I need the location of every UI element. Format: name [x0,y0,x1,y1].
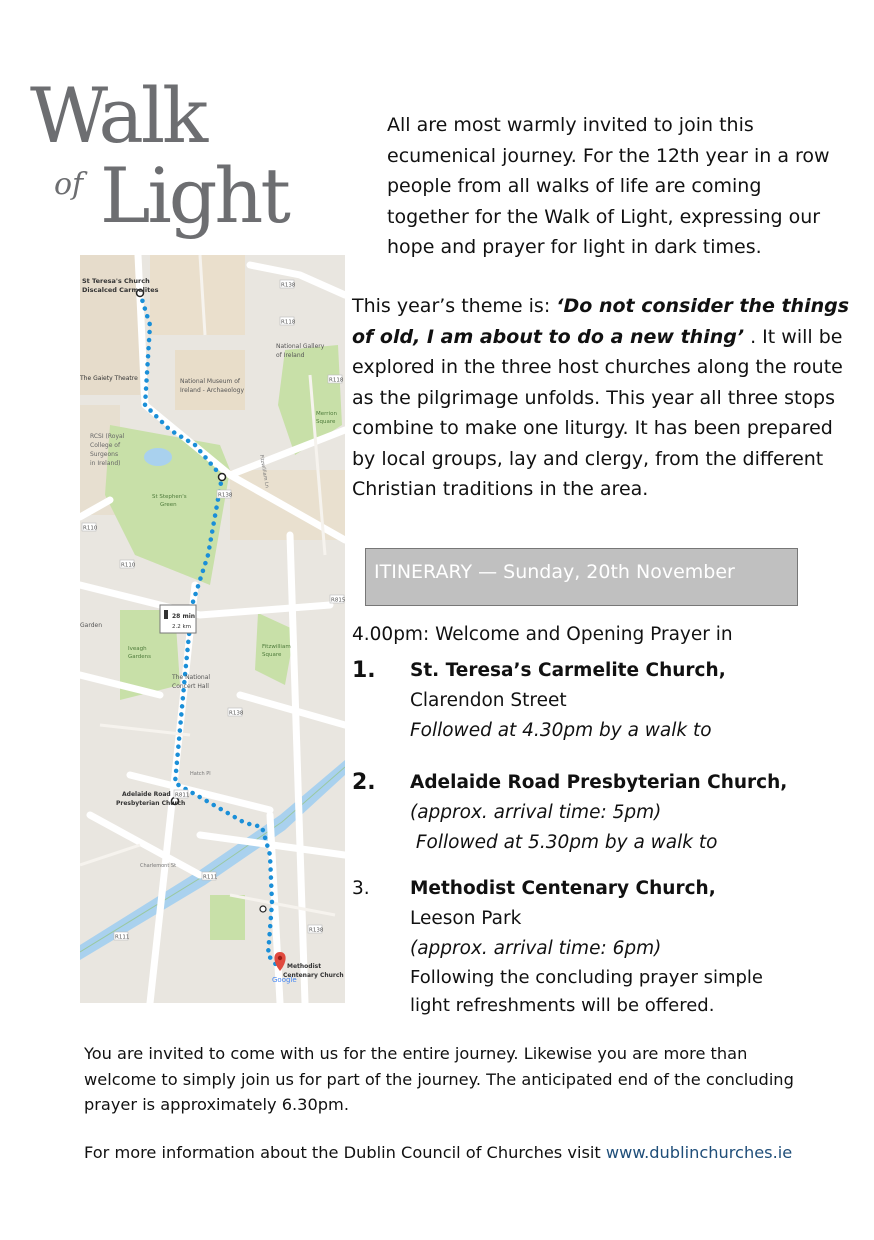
map-label-square: Square [316,419,336,425]
map-label-adelaide1: Adelaide Road [122,791,171,798]
map-label-archaeology: Ireland - Archaeology [180,387,245,394]
map-label-r110: R110 [83,525,98,532]
stop-name: St. Teresa’s Carmelite Church, [410,660,726,681]
map-label-garden: Garden [80,622,102,629]
stop-2 [352,768,862,874]
map-label-national-gallery: National Gallery [276,343,325,350]
map-label-r111-a: R111 [203,874,218,881]
map-label-methodist1: Methodist [287,963,322,970]
map-label-iveagh: Iveagh [128,646,147,652]
map-label-r811: R811 [175,792,190,799]
map-label-surgeons: Surgeons [90,451,119,458]
map-label-merrion: Merrion [316,411,337,417]
stop-3 [352,874,862,1020]
stop-address: Clarendon Street [410,690,567,711]
map-walk-time: 28 min [172,613,196,620]
map-label-r138-d: R138 [309,927,324,934]
walk-of-light-logo [28,71,358,258]
map-walk-distance: 2.2 km [172,624,192,630]
stop-followup: Followed at 5.30pm by a walk to [410,832,718,853]
stop-address: Leeson Park [410,908,522,929]
map-label-of-ireland: of Ireland [276,352,305,359]
map-google-logo: Google [272,976,297,984]
theme-rest: . It will be explored in the three host churches along the route as the pilgrimage unfolds. This year all three stops combine to make one liturgy. It has been prepared by local groups, lay and clergy, from the different Christian traditions in the area. [352,325,843,500]
logo-light: Light [100,151,288,240]
map-label-rcsi: RCSI (Royal [90,433,125,440]
welcome-line: 4.00pm: Welcome and Opening Prayer in [352,624,733,645]
map-label-teresa: St Teresa's Church [82,277,150,285]
dublin-churches-link[interactable]: www.dublinchurches.ie [605,1143,793,1162]
theme-lead: This year’s theme is: [352,295,557,317]
map-label-r138-c: R138 [229,710,244,717]
map-label-college: College of [90,442,121,449]
map-label-adelaide2: Presbyterian Church [116,800,186,807]
stop-number: 3. [352,878,370,899]
stop-arrival: (approx. arrival time: 6pm) [410,938,662,959]
logo-walk: Walk [30,71,206,160]
stop-number: 1. [352,658,376,683]
theme-quote: ‘Do not consider the things of old, I am about to do a new thing’ [352,295,850,348]
map-label-methodist2: Centenary Church [283,972,344,979]
itinerary-banner: ITINERARY — Sunday, 20th November [365,548,798,606]
map-label-gardens: Gardens [128,654,152,660]
map-label-r118-b: R118 [329,377,344,384]
intro-paragraph: All are most warmly invited to join this ecumenical journey. For the 12th year in a row people from all walks of life are coming together for the Walk of Light, expressing our hope and prayer for light in dark times. [387,114,830,258]
map-label-charlemont: Charlemont St [140,863,177,869]
map-label-nch2: Concert Hall [172,683,209,690]
map-label-green: Green [160,502,177,508]
theme-paragraph [352,291,852,505]
map-label-discalced: Discalced Carmelites [82,286,159,294]
footer-more-info [84,1143,792,1162]
stop-refreshments: Following the concluding prayer simple light refreshments will be offered. [410,967,764,1016]
stop-number: 2. [352,770,376,795]
stop-1 [352,656,862,768]
map-label-gaiety: The Gaiety Theatre [80,375,138,382]
map-label-r815: R815 [331,597,345,604]
map-label-fitzwilliam-ln: Fitzwilliam Ln [258,454,270,489]
map-label-fitz-sq2: Square [262,652,282,658]
logo-of: of [54,167,84,202]
route-map [80,255,345,1003]
map-label-r111-b: R111 [115,934,130,941]
itinerary-stops [352,656,862,1020]
map-label-r118-a: R118 [281,319,296,326]
route-map-svg [80,255,345,1003]
map-label-stephens: St Stephen's [152,494,187,500]
map-label-hatch: Hatch Pl [190,771,211,777]
map-label-fitz-sq1: Fitzwilliam [262,644,291,650]
stop-name: Adelaide Road Presbyterian Church, [410,772,788,793]
map-label-r138-a: R138 [281,282,296,289]
map-label-museum: National Museum of [180,378,241,385]
footer-journey-note: You are invited to come with us for the entire journey. Likewise you are more than welcome to simply join us for part of the journey. The anticipated end of the concluding prayer is approximately 6.30pm. [84,1044,794,1114]
map-label-in-ireland: in Ireland) [90,460,121,467]
stop-name: Methodist Centenary Church, [410,878,716,899]
map-label-r138-b: R138 [218,492,233,499]
map-label-r110-b: R110 [121,562,136,569]
stop-arrival: (approx. arrival time: 5pm) [410,802,662,823]
map-label-nch1: The National [172,674,211,681]
stop-followup: Followed at 4.30pm by a walk to [410,720,712,741]
footer-more-info-text: For more information about the Dublin Council of Churches visit [84,1143,606,1162]
